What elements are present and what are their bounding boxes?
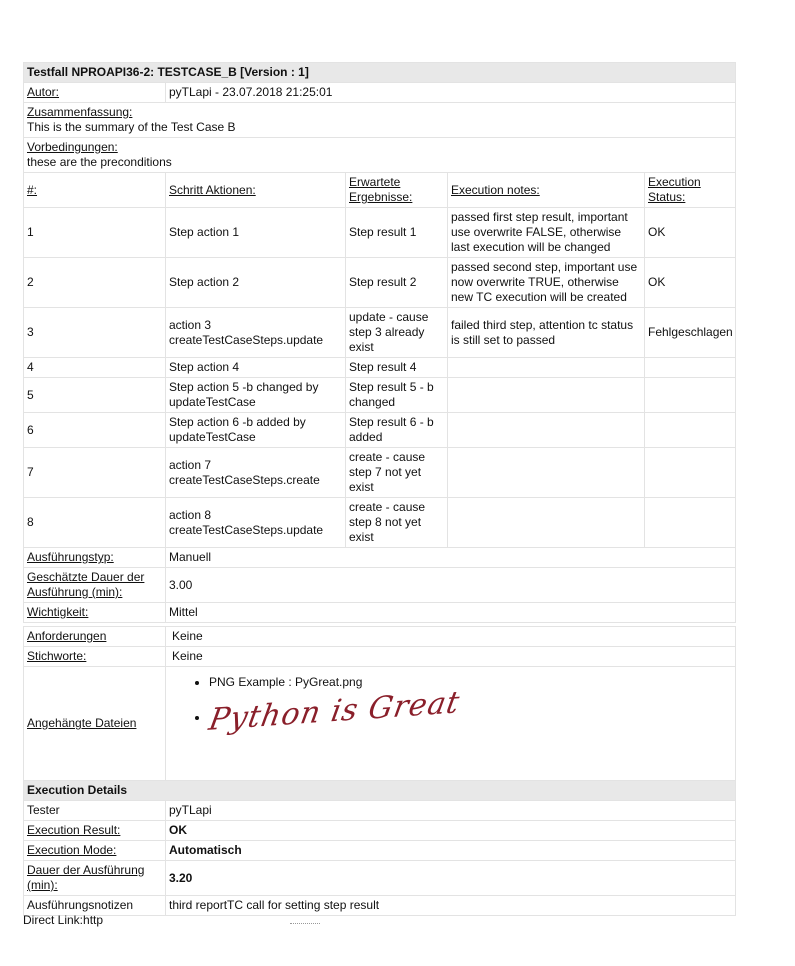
- attachment-item[interactable]: [209, 675, 732, 690]
- step-num: 1: [24, 208, 166, 258]
- step-status: OK: [645, 208, 736, 258]
- testcase-title: Testfall NPROAPI36-2: TESTCASE_B [Version : 1]: [24, 63, 736, 83]
- keywords-label: Stichworte:: [24, 647, 166, 667]
- steps-col-num: #:: [24, 173, 166, 208]
- step-action: action 7 createTestCaseSteps.create: [166, 448, 346, 498]
- step-notes: passed second step, important use now overwrite TRUE, otherwise new TC execution will be created: [448, 258, 645, 308]
- keywords-value: Keine: [166, 647, 736, 667]
- step-action: Step action 5 -b changed by updateTestCase: [166, 378, 346, 413]
- step-action: Step action 1: [166, 208, 346, 258]
- step-status: [645, 448, 736, 498]
- exec-notes-value: third reportTC call for setting step result: [166, 896, 736, 916]
- exec-duration-value: 3.20: [166, 861, 736, 896]
- preconditions-label: Vorbedingungen:: [27, 140, 118, 154]
- python-great-image: Python is Great: [206, 684, 463, 739]
- attachments-label: Angehängte Dateien: [24, 667, 166, 781]
- step-expected: Step result 1: [346, 208, 448, 258]
- steps-col-status: Execution Status:: [645, 173, 736, 208]
- step-row: [24, 258, 736, 308]
- step-num: 6: [24, 413, 166, 448]
- step-row: [24, 413, 736, 448]
- step-notes: [448, 378, 645, 413]
- summary-label: Zusammenfassung:: [27, 105, 133, 119]
- step-num: 3: [24, 308, 166, 358]
- step-status: [645, 358, 736, 378]
- attachment-link[interactable]: PNG Example : PyGreat.png: [209, 675, 363, 689]
- step-expected: Step result 6 - b added: [346, 413, 448, 448]
- step-notes: [448, 498, 645, 548]
- requirements-label: Anforderungen: [24, 627, 166, 647]
- importance-label: Wichtigkeit:: [24, 603, 166, 623]
- step-action: Step action 2: [166, 258, 346, 308]
- step-notes: [448, 358, 645, 378]
- tester-value: pyTLapi: [166, 801, 736, 821]
- step-notes: passed first step result, important use overwrite FALSE, otherwise last execution will be changed: [448, 208, 645, 258]
- step-row: [24, 378, 736, 413]
- page-cut-mark: [290, 923, 320, 927]
- steps-col-expected: Erwartete Ergebnisse:: [346, 173, 448, 208]
- step-expected: Step result 4: [346, 358, 448, 378]
- testcase-document: [23, 62, 735, 916]
- autor-label: Autor:: [24, 83, 166, 103]
- exec-mode-value: Automatisch: [166, 841, 736, 861]
- importance-value: Mittel: [166, 603, 736, 623]
- step-num: 8: [24, 498, 166, 548]
- requirements-value: Keine: [166, 627, 736, 647]
- steps-col-action: Schritt Aktionen:: [166, 173, 346, 208]
- step-action: action 3 createTestCaseSteps.update: [166, 308, 346, 358]
- exec-result-value: OK: [166, 821, 736, 841]
- step-status: Fehlgeschlagen: [645, 308, 736, 358]
- summary-cell: [24, 103, 736, 138]
- step-row: [24, 498, 736, 548]
- step-expected: Step result 2: [346, 258, 448, 308]
- testcase-table: [23, 62, 736, 916]
- steps-col-notes: Execution notes:: [448, 173, 645, 208]
- step-row: [24, 308, 736, 358]
- exec-type-value: Manuell: [166, 548, 736, 568]
- preconditions-value: these are the preconditions: [27, 155, 172, 169]
- exec-mode-label: Execution Mode:: [24, 841, 166, 861]
- step-expected: update - cause step 3 already exist: [346, 308, 448, 358]
- step-status: [645, 413, 736, 448]
- step-row: [24, 448, 736, 498]
- step-row: [24, 208, 736, 258]
- step-expected: create - cause step 7 not yet exist: [346, 448, 448, 498]
- step-status: [645, 498, 736, 548]
- attachments-cell: [166, 667, 736, 781]
- exec-type-label: Ausführungstyp:: [24, 548, 166, 568]
- autor-value: pyTLapi - 23.07.2018 21:25:01: [166, 83, 736, 103]
- step-num: 5: [24, 378, 166, 413]
- exec-result-label: Execution Result:: [24, 821, 166, 841]
- step-expected: create - cause step 8 not yet exist: [346, 498, 448, 548]
- exec-notes-label: Ausführungsnotizen: [24, 896, 166, 916]
- summary-value: This is the summary of the Test Case B: [27, 120, 236, 134]
- execution-details-title: Execution Details: [24, 781, 736, 801]
- step-action: action 8 createTestCaseSteps.update: [166, 498, 346, 548]
- direct-link[interactable]: [23, 913, 103, 927]
- step-row: [24, 358, 736, 378]
- step-status: [645, 378, 736, 413]
- step-expected: Step result 5 - b changed: [346, 378, 448, 413]
- direct-link-text[interactable]: Direct Link:http: [23, 913, 104, 927]
- step-notes: [448, 413, 645, 448]
- step-notes: [448, 448, 645, 498]
- step-status: OK: [645, 258, 736, 308]
- step-num: 4: [24, 358, 166, 378]
- step-action: Step action 4: [166, 358, 346, 378]
- attachments-list: [169, 675, 732, 739]
- attachment-image-item: [206, 684, 732, 739]
- step-notes: failed third step, attention tc status is still set to passed: [448, 308, 645, 358]
- step-num: 7: [24, 448, 166, 498]
- preconditions-cell: [24, 138, 736, 173]
- exec-duration-label: Dauer der Ausführung (min):: [24, 861, 166, 896]
- step-action: Step action 6 -b added by updateTestCase: [166, 413, 346, 448]
- est-duration-value: 3.00: [166, 568, 736, 603]
- est-duration-label: Geschätzte Dauer der Ausführung (min):: [24, 568, 166, 603]
- step-num: 2: [24, 258, 166, 308]
- tester-label: Tester: [24, 801, 166, 821]
